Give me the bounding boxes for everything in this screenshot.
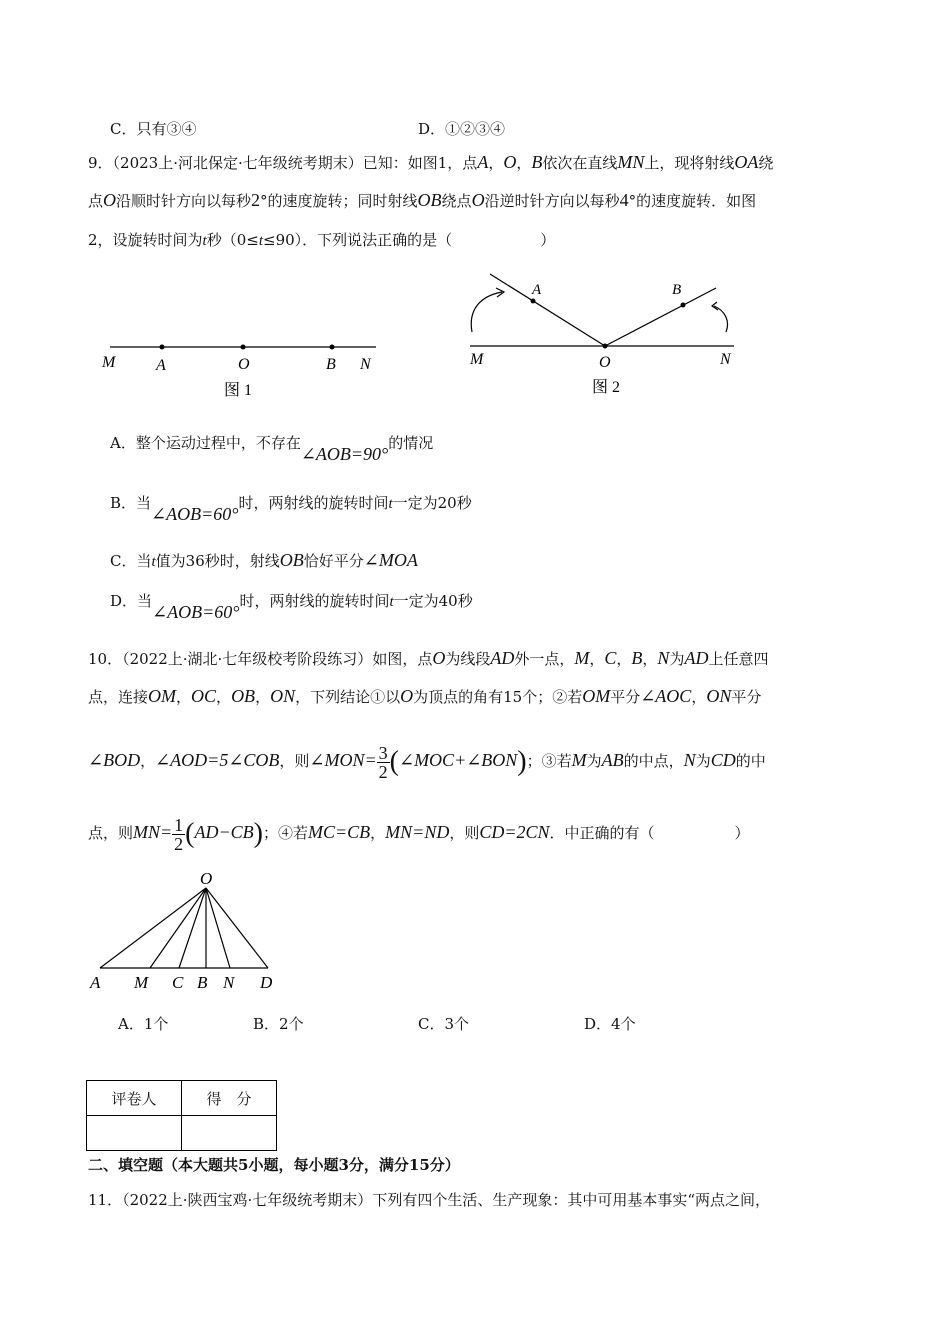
label-m: M	[134, 973, 149, 992]
point-b	[330, 345, 335, 350]
q11-source: （2022上·陕西宝鸡·七年级统考期末）	[122, 1191, 373, 1209]
label-o: O	[200, 869, 213, 888]
q10-number: 10．	[88, 650, 123, 668]
line-on	[206, 888, 230, 968]
q10-option-d: D．4个	[584, 1015, 636, 1033]
q8-option-d: D．①②③④	[418, 120, 506, 138]
q10-line4: 点，则MN= $\frac{1}{2}$ (AD−CB)；④若MC=CB，MN=ND，则CD=2CN．中正确的有（ ）	[88, 814, 750, 854]
line-oa	[100, 888, 206, 968]
fraction-one-half: $\frac{1}{2}$	[174, 814, 184, 854]
rotation-arrow-right	[714, 306, 728, 332]
label-n: N	[223, 973, 235, 992]
q11-line1	[88, 1190, 770, 1210]
q9-option-c: C．当t值为36秒时，射线OB恰好平分∠MOA	[110, 550, 418, 570]
q10-source: （2022上·湖北·七年级校考阶段练习）	[122, 650, 373, 668]
score-table-grader-cell[interactable]	[87, 1116, 182, 1151]
label-o: O	[238, 356, 250, 373]
point-o	[603, 344, 608, 349]
q9-line2: 点O沿顺时针方向以每秒2°的速度旋转；同时射线OB绕点O沿逆时针方向以每秒4°的速度旋转．如图	[88, 190, 757, 210]
label-a: A	[156, 357, 166, 374]
q9-source: （2023上·河北保定·七年级统考期末）	[112, 154, 363, 172]
fig2-caption: 图 2	[592, 379, 621, 396]
label-o: O	[599, 354, 611, 371]
point-b	[681, 303, 686, 308]
q9-option-b: B．当∠AOB=60°时，两射线的旋转时间t一定为20秒	[110, 494, 472, 524]
score-table-score-cell[interactable]	[182, 1116, 277, 1151]
point-a	[531, 299, 536, 304]
label-c: C	[172, 973, 184, 992]
fraction-three-halves: $\frac{3}{2}$	[378, 742, 388, 782]
label-b: B	[197, 973, 208, 992]
q10-line2: 点，连接OM，OC，OB，ON，下列结论①以O为顶点的角有15个；②若OM平分∠AOC，ON平分	[88, 686, 762, 706]
label-m: M	[102, 354, 116, 371]
q9-line1: 9．（2023上·河北保定·七年级统考期末）已知：如图1，点A，O，B依次在直线MN上，现将射线OA绕	[88, 152, 774, 172]
q10-figure	[84, 866, 284, 996]
q9-number: 9．	[88, 154, 113, 172]
point-o	[241, 345, 246, 350]
label-n: N	[360, 356, 371, 373]
label-b: B	[326, 356, 336, 373]
ray-oa	[490, 274, 605, 346]
label-b: B	[672, 282, 682, 298]
score-table	[86, 1080, 277, 1151]
q9-figure-2	[460, 266, 750, 406]
line-om	[150, 888, 206, 968]
rotation-arrow-left	[471, 292, 502, 332]
point-a	[160, 345, 165, 350]
q10-line1: 10．（2022上·湖北·七年级校考阶段练习）如图，点O为线段AD外一点，M，C，B，N为AD上任意四	[88, 648, 769, 668]
q10-line3: ∠BOD，∠AOD=5∠COB，则∠MON= $\frac{3}{2}$ (∠MOC+∠BON)；③若M为AB的中点，N为CD的中	[88, 742, 766, 782]
q9-figure-1	[96, 330, 396, 410]
q10-option-a: A．1个	[118, 1015, 169, 1033]
q9-line3: 2，设旋转时间为t秒（0≤t≤90）．下列说法正确的是（ ）	[88, 231, 556, 249]
label-a: A	[532, 282, 542, 298]
label-n: N	[720, 351, 731, 368]
q8-option-c: C．只有③④	[110, 120, 197, 138]
section-2-title: 二、填空题（本大题共5小题，每小题3分，满分15分）	[88, 1156, 460, 1174]
q10-option-b: B．2个	[253, 1015, 304, 1033]
label-d: D	[260, 973, 273, 992]
q10-option-c: C．3个	[418, 1015, 470, 1033]
q11-number: 11．	[88, 1191, 123, 1209]
q9-option-a: A．整个运动过程中，不存在∠AOB=90°的情况	[110, 434, 434, 464]
label-m: M	[470, 351, 484, 368]
score-table-grader-header: 评卷人	[87, 1081, 182, 1116]
label-a: A	[90, 973, 101, 992]
q9-option-d: D．当∠AOB=60°时，两射线的旋转时间t一定为40秒	[110, 592, 473, 622]
q11-text: 下列有四个生活、生产现象：其中可用基本事实“两点之间，	[372, 1191, 770, 1209]
line-od	[206, 888, 268, 968]
ray-ob	[605, 288, 716, 346]
score-table-score-header: 得 分	[182, 1081, 277, 1116]
fig1-caption: 图 1	[224, 382, 253, 399]
line-oc	[179, 888, 206, 968]
